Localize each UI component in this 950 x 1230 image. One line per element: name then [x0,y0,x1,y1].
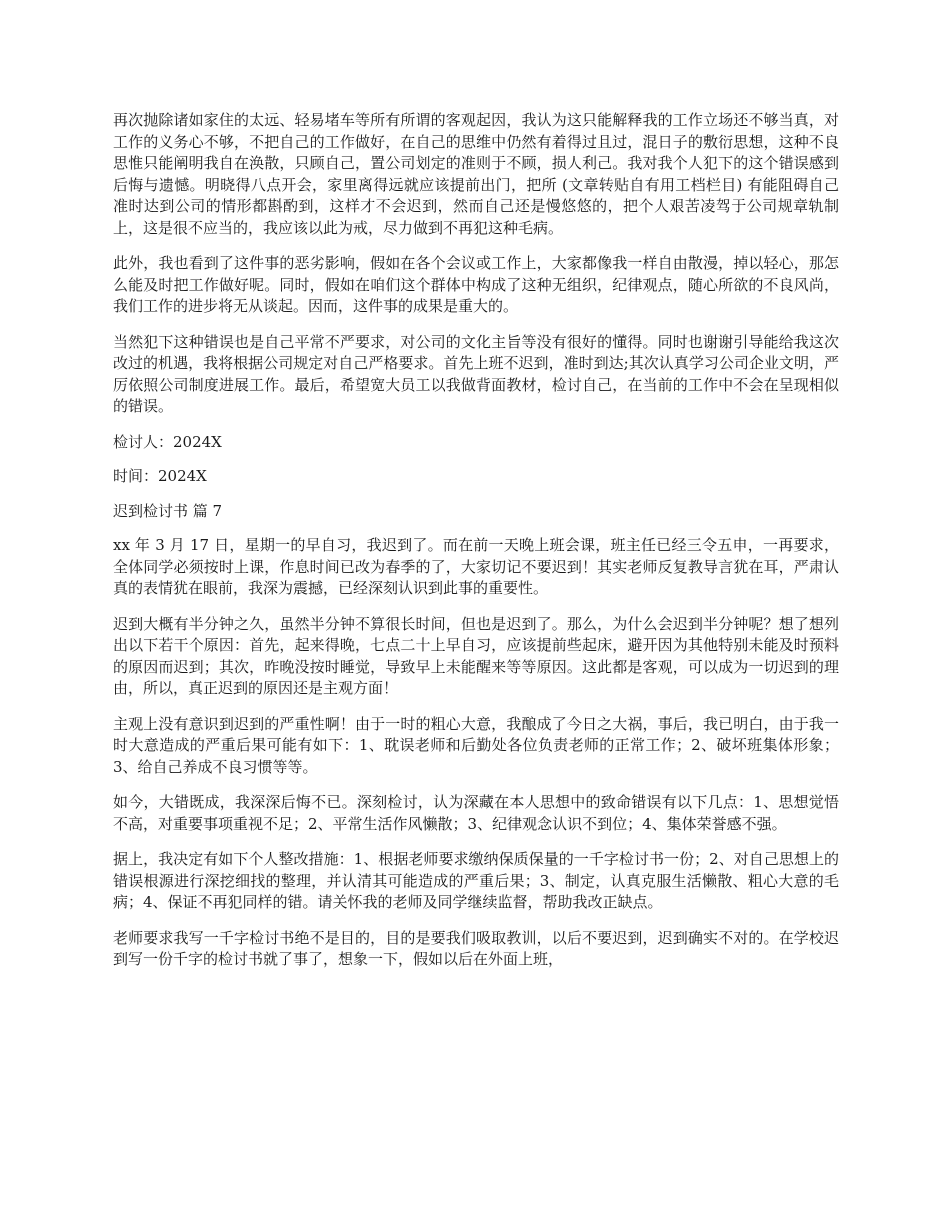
paragraph-incident: xx 年 3 月 17 日，星期一的早自习，我迟到了。而在前一天晚上班会课，班主任已经三令五申，一再要求，全体同学必须按时上课，作息时间已改为春季的了，大家切记不要迟到！其实老师反复教导言犹在耳，严肃认真的表情犹在眼前，我深为震撼，已经深刻认识到此事的重要性。 [113,536,839,597]
signature-line: 检讨人：2024X [113,432,222,451]
paragraph-reflection: 如今，大错既成，我深深后悔不已。深刻检讨，认为深藏在本人思想中的致命错误有以下几点：1、思想觉悟不高，对重要事项重视不足；2、平常生活作风懒散；3、纪律观念认识不到位；4、集体荣誉感不强。 [113,793,839,833]
section-heading: 迟到检讨书 篇 7 [113,501,223,520]
paragraph-self-criticism: 再次抛除诸如家住的太远、轻易堵车等所有所谓的客观起因，我认为这只能解释我的工作立场还不够当真，对工作的义务心不够，不把自己的工作做好，在自己的思维中仍然有着得过且过，混日子的敷衍思想，这种不良思惟只能阐明我自在涣散，只顾自己，置公司划定的准则于不顾，损人利己。我对我个人犯下的这个错误感到后悔与遗憾。明晓得八点开会，家里离得远就应该提前出门，把所 (文章转贴自有用工档栏目) 有能阻碍自己准时达到公司的情形都斟酌到，这样才不会迟到，然而自己还是慢悠悠的，把个人艰苦凌驾于公司规章轨制上，这是很不应当的，我应该以此为戒，尽力做到不再犯这种毛病。 [113,111,839,237]
paragraph-reasons: 迟到大概有半分钟之久，虽然半分钟不算很长时间，但也是迟到了。那么，为什么会迟到半分钟呢？想了想列出以下若干个原因：首先，起来得晚，七点二十上早自习，应该提前些起床，避开因为其他特别未能及时预料的原因而迟到；其次，昨晚没按时睡觉，导致早上未能醒来等等原因。这此都是客观，可以成为一切迟到的理由，所以，真正迟到的原因还是主观方面！ [113,614,839,697]
document-page [113,110,839,985]
paragraph-consequences: 主观上没有意识到迟到的严重性啊！由于一时的粗心大意，我酿成了今日之大祸，事后，我已明白，由于我一时大意造成的严重后果可能有如下：1、耽误老师和后勤处各位负责老师的正常工作；2、破坏班集体形象；3、给自己养成不良习惯等等。 [113,714,839,776]
paragraph-purpose: 老师要求我写一千字检讨书绝不是目的，目的是要我们吸取教训，以后不要迟到，迟到确实不对的。在学校迟到写一份千字的检讨书就了事了，想象一下，假如以后在外面上班， [113,928,839,968]
date-line: 时间：2024X [113,467,207,485]
paragraph-improvement: 当然犯下这种错误也是自己平常不严要求，对公司的文化主旨等没有很好的懂得。同时也谢谢引导能给我这次改过的机遇，我将根据公司规定对自己严格要求。首先上班不迟到，准时到达;其次认真学习公司企业文明，严厉依照公司制度进展工作。最后，希望宽大员工以我做背面教材，检讨自己，在当前的工作中不会在呈现相似的错误。 [113,332,839,415]
paragraph-measures: 据上，我决定有如下个人整改措施：1、根据老师要求缴纳保质保量的一千字检讨书一份；2、对自己思想上的错误根源进行深挖细找的整理，并认清其可能造成的严重后果；3、制定，认真克服生活懒散、粗心大意的毛病；4、保证不再犯同样的错。请关怀我的老师及同学继续监督，帮助我改正缺点。 [113,850,839,911]
paragraph-impact: 此外，我也看到了这件事的恶劣影响，假如在各个会议或工作上，大家都像我一样自由散漫，掉以轻心，那怎么能及时把工作做好呢。同时，假如在咱们这个群体中构成了这种无组织，纪律观点，随心所欲的不良风尚，我们工作的进步将无从谈起。因而，这件事的成果是重大的。 [113,254,839,315]
